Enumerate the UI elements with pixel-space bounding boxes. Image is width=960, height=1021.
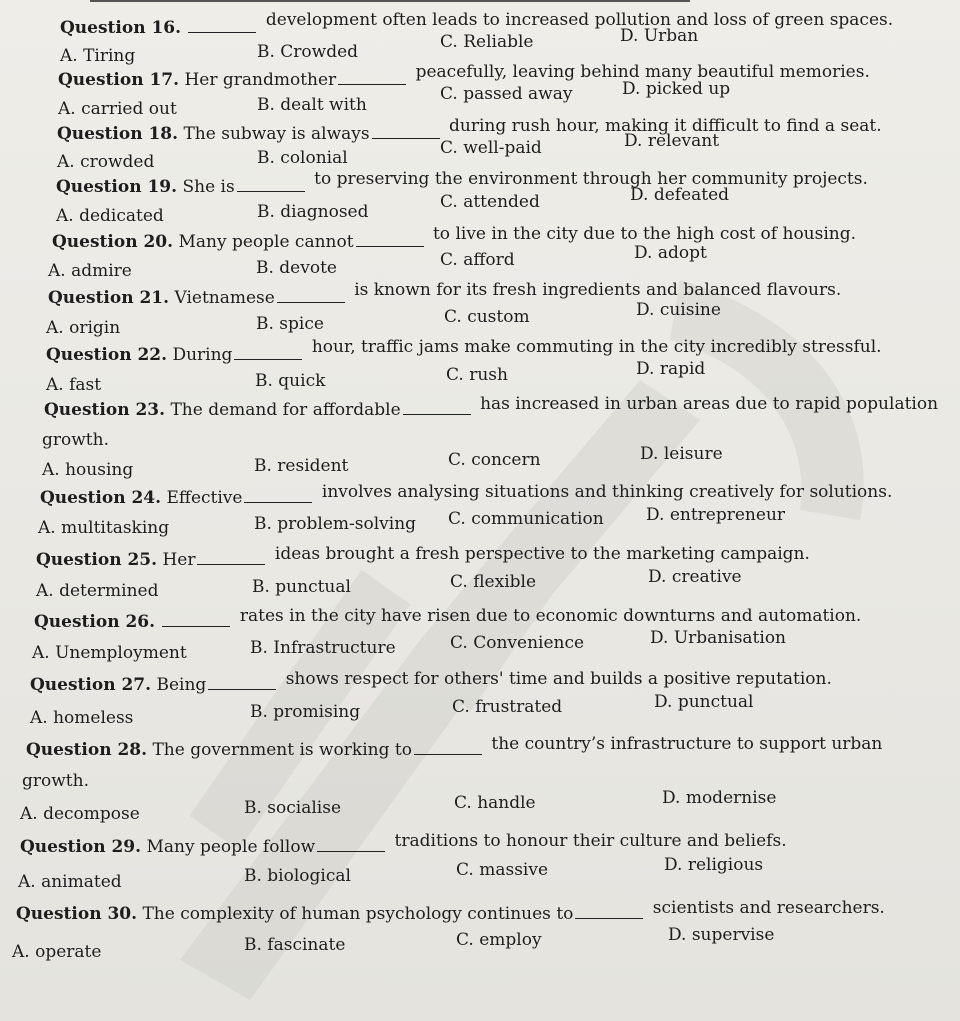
option-b[interactable]: B. colonial [257,148,348,168]
option-c[interactable]: C. well-paid [440,138,542,158]
stem-after: development often leads to increased pollution and loss of green spaces. [265,10,894,30]
option-b[interactable]: B. punctual [252,577,351,597]
option-a[interactable]: A. origin [46,318,121,338]
option-b[interactable]: B. quick [255,371,326,391]
stem-before: Her [162,550,196,570]
answer-blank[interactable] [356,245,424,247]
stem-after: shows respect for others' time and builds a positive reputation. [285,669,832,689]
option-a[interactable]: A. decompose [20,804,140,824]
answer-blank[interactable] [244,501,312,503]
option-a[interactable]: A. carried out [58,99,177,119]
question-label: Question 19. [56,177,178,197]
option-b[interactable]: B. spice [256,314,324,334]
question-label: Question 23. [44,400,166,420]
stem-before: Being [156,675,207,695]
question-stem [52,224,857,252]
option-b[interactable]: B. problem-solving [254,514,417,534]
answer-blank[interactable] [188,31,256,33]
option-c[interactable]: C. handle [454,793,536,813]
stem-after: scientists and researchers. [652,898,885,918]
stem-after: involves analysing situations and thinking creatively for solutions. [321,482,893,502]
question-label: Question 27. [30,675,152,695]
question-label: Question 21. [48,288,170,308]
option-d[interactable]: D. modernise [662,788,777,808]
stem-before: The government is working to [152,740,412,760]
option-a[interactable]: A. multitasking [38,518,170,538]
stem-after: ideas brought a fresh perspective to the marketing campaign. [274,544,810,564]
stem-before: Many people cannot [178,232,354,252]
option-d[interactable]: D. Urban [620,26,699,46]
stem-continuation: growth. [42,430,109,450]
option-c[interactable]: C. communication [448,509,604,529]
option-d[interactable]: D. punctual [654,692,754,712]
question-stem [16,898,885,924]
question-label: Question 22. [46,345,168,365]
option-c[interactable]: C. passed away [440,84,573,104]
option-b[interactable]: B. dealt with [257,95,367,115]
option-b[interactable]: B. biological [244,866,351,886]
question-stem [46,337,882,365]
answer-blank[interactable] [317,850,385,852]
option-a[interactable]: A. housing [42,460,134,480]
answer-blank[interactable] [277,301,345,303]
stem-before: Effective [166,488,243,508]
option-c[interactable]: C. custom [444,307,530,327]
stem-after: peacefully, leaving behind many beautiful memories. [415,62,870,82]
option-d[interactable]: D. cuisine [636,300,721,320]
option-d[interactable]: D. Urbanisation [650,628,786,648]
question-label: Question 25. [36,550,158,570]
option-c[interactable]: C. afford [440,250,515,270]
stem-after: traditions to honour their culture and beliefs. [394,831,787,851]
question-label: Question 28. [26,740,148,760]
option-d[interactable]: D. adopt [634,243,707,263]
stem-before: During [172,345,233,365]
option-a[interactable]: A. homeless [30,708,134,728]
option-d[interactable]: D. entrepreneur [646,505,786,525]
option-a[interactable]: A. Tiring [60,46,136,66]
question-label: Question 20. [52,232,174,252]
option-d[interactable]: D. supervise [668,925,775,945]
stem-before: The subway is always [183,124,370,144]
top-border-line [90,0,690,2]
stem-after: to preserving the environment through her community projects. [314,169,868,189]
stem-before: She is [182,177,235,197]
option-b[interactable]: B. diagnosed [257,202,369,222]
option-d[interactable]: D. creative [648,567,742,587]
option-d[interactable]: D. religious [664,855,764,875]
stem-after: hour, traffic jams make commuting in the city incredibly stressful. [311,337,882,357]
stem-after: has increased in urban areas due to rapid population [480,394,939,414]
option-b[interactable]: B. Infrastructure [250,638,396,658]
question-label: Question 26. [34,612,156,632]
option-b[interactable]: B. devote [256,258,337,278]
option-a[interactable]: A. admire [48,261,132,281]
question-stem [26,734,883,760]
option-b[interactable]: B. promising [250,702,361,722]
stem-before: Her grandmother [184,70,337,90]
stem-after: during rush hour, making it difficult to find a seat. [449,116,882,136]
option-c[interactable]: C. flexible [450,572,537,592]
answer-blank[interactable] [575,917,643,919]
stem-after: the country’s infrastructure to support urban [491,734,883,754]
question-label: Question 30. [16,904,138,924]
stem-after: to live in the city due to the high cost of housing. [432,224,857,244]
question-label: Question 17. [58,70,180,90]
question-label: Question 29. [20,837,142,857]
question-stem [20,831,787,857]
option-c[interactable]: C. rush [446,365,508,385]
answer-blank[interactable] [208,688,276,690]
option-a[interactable]: A. operate [12,942,102,962]
option-a[interactable]: A. fast [46,375,102,395]
option-d[interactable]: D. defeated [630,185,730,205]
question-label: Question 18. [57,124,179,144]
stem-before: The demand for affordable [170,400,401,420]
option-c[interactable]: C. frustrated [452,697,563,717]
stem-continuation: growth. [22,771,89,791]
answer-blank[interactable] [197,563,265,565]
stem-after: rates in the city have risen due to economic downturns and automation. [239,606,862,626]
option-a[interactable]: A. Unemployment [32,643,187,663]
question-stem [44,394,939,420]
question-stem [48,280,842,308]
option-d[interactable]: D. picked up [622,79,731,99]
option-c[interactable]: C. massive [456,860,549,880]
option-b[interactable]: B. Crowded [257,42,359,62]
question-label: Question 24. [40,488,162,508]
option-d[interactable]: D. leisure [640,444,723,464]
answer-blank[interactable] [237,190,305,192]
stem-before: Many people follow [146,837,316,857]
option-c[interactable]: C. attended [440,192,540,212]
stem-before: Vietnamese [174,288,275,308]
option-a[interactable]: A. crowded [57,152,155,172]
answer-blank[interactable] [414,753,482,755]
answer-blank[interactable] [234,358,302,360]
option-d[interactable]: D. rapid [636,359,706,379]
option-c[interactable]: C. Convenience [450,633,585,653]
option-c[interactable]: C. Reliable [440,32,534,52]
option-a[interactable]: A. animated [18,872,122,892]
answer-blank[interactable] [403,413,471,415]
answer-blank[interactable] [162,625,230,627]
option-a[interactable]: A. determined [36,581,159,601]
answer-blank[interactable] [372,137,440,139]
stem-after: is known for its fresh ingredients and balanced flavours. [354,280,842,300]
stem-before: The complexity of human psychology continues to [142,904,574,924]
option-c[interactable]: C. concern [448,450,541,470]
option-d[interactable]: D. relevant [624,131,720,151]
option-b[interactable]: B. socialise [244,798,342,818]
option-a[interactable]: A. dedicated [56,206,164,226]
option-c[interactable]: C. employ [456,930,542,950]
question-label: Question 16. [60,18,182,38]
answer-blank[interactable] [338,83,406,85]
option-b[interactable]: B. resident [254,456,349,476]
option-b[interactable]: B. fascinate [244,935,346,955]
